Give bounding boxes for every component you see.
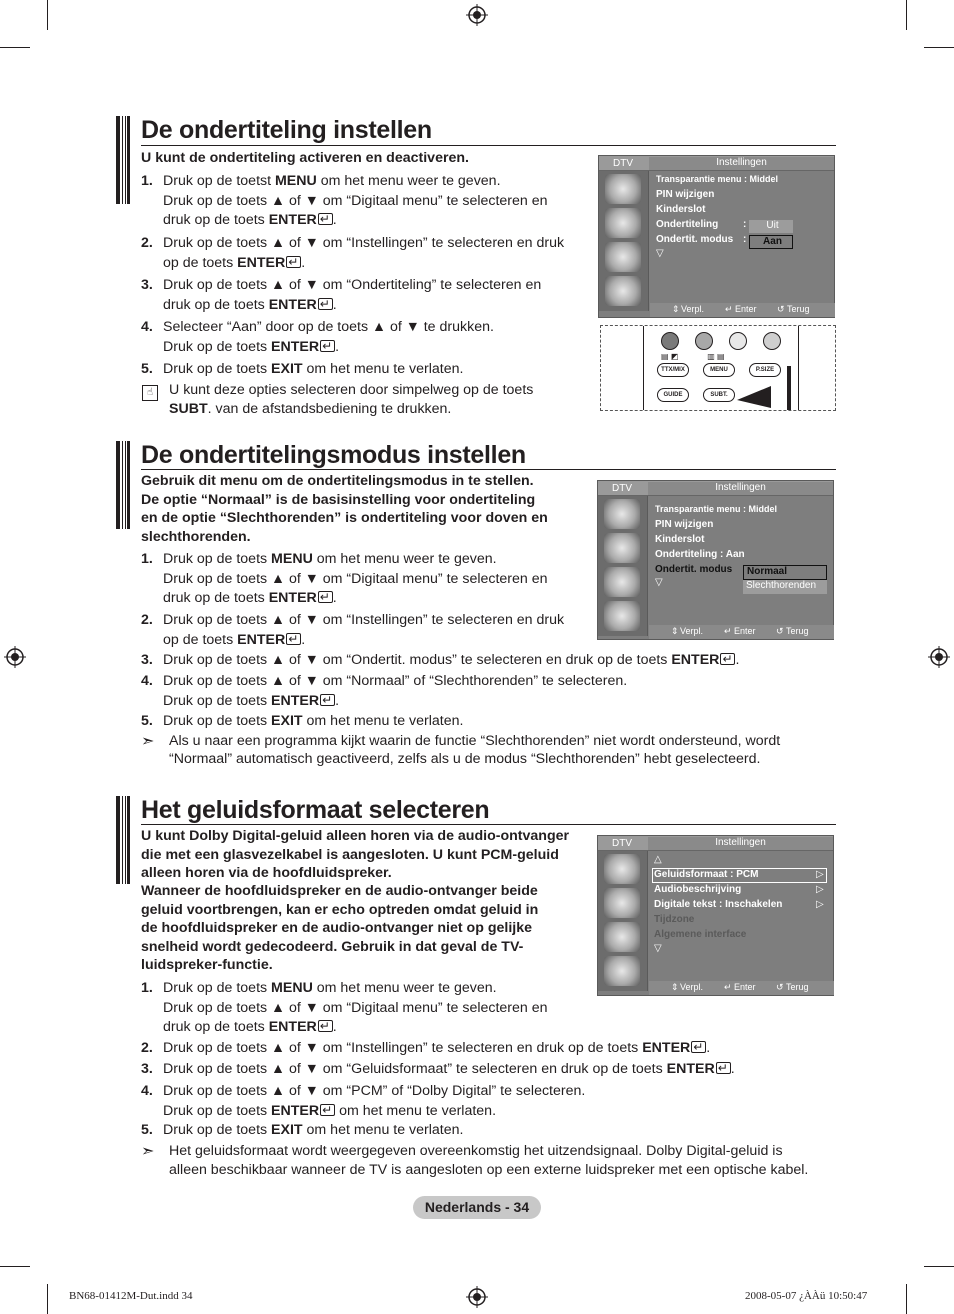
step-text: Druk op de toets EXIT om het menu te verlaten. [163,713,464,729]
osd-row-disabled: Algemene interface [654,929,747,940]
osd-option-selected[interactable]: Normaal [743,565,827,580]
intro-text: snelheid wordt gedecodeerd. Gebruik in dat geval de TV- [141,939,524,955]
note-text: U kunt deze opties selecteren door simpelweg op de toets [169,382,534,398]
step-text: Druk op de toets ▲ of ▼ om “Digitaal menu” te selecteren en [163,999,548,1016]
step-number: 5. [141,1122,153,1138]
osd-row-disabled: Tijdzone [654,914,695,925]
note-icon: ☝ [142,385,158,401]
step-text: druk op de toets ENTER↵ . [163,296,337,316]
return-icon: ↺ [776,982,784,992]
step-text: Druk op de toets ▲ of ▼ om “Instellingen” te selecteren en druk op de toets ENTER↵ . [163,1039,710,1059]
return-icon: ↺ [777,304,785,314]
title-rule [141,824,836,825]
step-text: Druk op de toets ENTER↵ om het menu te verlaten. [163,1102,496,1122]
crop-mark [0,47,30,48]
enter-icon: ↵ [724,982,732,992]
picture-icon [604,888,640,918]
step-text: Druk op de toets ▲ of ▼ om “Geluidsformaat” te selecteren en druk op de toets ENTER↵ . [163,1060,735,1080]
title-bar [116,796,130,884]
enter-icon [716,1062,731,1074]
osd-option[interactable]: Uit [749,220,793,233]
step-text: Druk op de toets MENU om het menu weer te geven. [163,980,497,996]
osd-title: Instellingen [648,482,833,495]
title-bar [116,116,130,204]
step-text: Druk op de toets ENTER↵ . [163,338,339,358]
input-icon [604,956,640,986]
step-text: druk op de toets ENTER↵ . [163,1018,337,1038]
step-text: Selecteer “Aan” door op de toets ▲ of ▼ te drukken. [163,319,494,335]
step-number: 4. [141,673,153,689]
foot-enter: Enter [734,982,756,992]
subt-button[interactable]: SUBT. [703,388,735,402]
crop-mark [0,1266,30,1267]
osd-option[interactable]: Slechthorenden [743,580,827,594]
osd-header [598,481,833,496]
section-title: De ondertiteling instellen [141,116,432,144]
intro-text: luidspreker-functie. [141,957,273,973]
osd-row[interactable]: Geluidsformaat : PCM [654,869,759,880]
footer-file: BN68-01412M-Dut.indd 34 [69,1290,193,1302]
remote-edge [787,366,791,410]
down-arrow-icon: ▽ [654,943,662,954]
note-text: alleen beschikbaar wanneer de TV is aangesloten op een externe luidspreker met een optische kabel. [169,1162,809,1178]
osd-header [599,156,834,171]
step-number: 3. [141,1061,153,1077]
antenna-icon [605,174,641,204]
osd-colon: : [743,219,747,230]
osd-dtv-label: DTV [613,158,633,169]
chevron-right-icon: ▷ [816,899,824,910]
setup-icon [604,922,640,952]
remote-icons: ▤ ◩ ▥ ▤ [661,352,725,361]
foot-return: Terug [786,982,809,992]
osd-menu [597,480,834,640]
crop-mark [924,47,954,48]
title-rule [141,145,836,146]
foot-return: Terug [787,304,810,314]
enter-icon: ↵ [725,304,733,314]
step-text: op de toets ENTER↵ . [163,631,305,651]
step-number: 4. [141,319,153,335]
intro-text: U kunt de ondertiteling activeren en deactiveren. [141,150,469,166]
enter-icon [320,1104,335,1116]
step-text: Druk op de toets ▲ of ▼ om “Instellingen” te selecteren en druk [163,235,565,251]
step-text: druk op de toets ENTER↵ . [163,589,337,609]
footer-timestamp: 2008-05-07 ¿ÀÀü 10:50:47 [745,1290,868,1302]
chevron-right-icon: ▷ [816,884,824,895]
note-text: “Normaal” automatisch geactiveerd, zelfs als u de modus “Slechthorenden” hebt geselecteerd. [169,751,761,767]
note-arrow-icon: ➣ [141,1143,155,1160]
move-icon: ⇕ [671,626,679,636]
step-text: Druk op de toets EXIT om het menu te verlaten. [163,1122,464,1138]
enter-icon: ↵ [724,626,732,636]
osd-footer [649,625,834,639]
step-text: Druk op de toets ▲ of ▼ om “PCM” of “Dolby Digital” te selecteren. [163,1083,586,1099]
title-bar [116,441,130,529]
green-button[interactable] [695,332,713,350]
intro-text: alleen horen via de hoofdluidspreker. [141,865,392,881]
step-number: 2. [141,612,153,628]
step-number: 1. [141,551,153,567]
osd-row[interactable]: Ondertit. modus [655,564,733,575]
intro-text: slechthorenden. [141,529,251,545]
enter-icon [720,653,735,665]
registration-mark-icon [466,1286,488,1308]
osd-menu [598,155,835,318]
enter-icon [320,694,335,706]
osd-row[interactable]: Ondertiteling [656,219,719,230]
intro-text: geluid voortbrengen, kan er echo optreden omdat geluid in [141,902,539,918]
enter-icon [691,1041,706,1053]
foot-return: Terug [786,626,809,636]
step-text: Druk op de toets ▲ of ▼ om “Ondertit. modus” te selecteren en druk op de toets ENTER↵ . [163,651,739,671]
osd-sidebar [598,496,648,636]
osd-sidebar [598,851,648,991]
enter-icon [318,298,333,310]
osd-menu [597,835,834,996]
step-number: 3. [141,277,153,293]
step-number: 2. [141,1040,153,1056]
step-text: Druk op de toets ▲ of ▼ om “Normaal” of “Slechthorenden” te selecteren. [163,673,628,689]
osd-title: Instellingen [648,837,833,850]
picture-icon [605,208,641,238]
step-text: Druk op de toets ENTER↵ . [163,692,339,712]
enter-icon [286,256,301,268]
page-number: Nederlands - 34 [413,1196,541,1219]
osd-title: Instellingen [649,157,834,170]
osd-dtv-label: DTV [612,838,632,849]
input-icon [604,601,640,631]
crop-mark [47,1284,48,1314]
move-icon: ⇕ [672,304,680,314]
registration-mark-icon [928,646,950,668]
up-arrow-icon: △ [654,854,662,865]
red-button[interactable] [661,332,679,350]
step-number: 2. [141,235,153,251]
foot-enter: Enter [735,304,757,314]
osd-row[interactable]: Kinderslot [656,204,706,215]
osd-row[interactable]: PIN wijzigen [656,189,715,200]
crop-mark [47,0,48,30]
enter-icon [286,633,301,645]
intro-text: Wanneer de hoofdluidspreker en de audio-ontvanger beide [141,883,538,899]
crop-mark [906,1284,907,1314]
move-icon: ⇕ [671,982,679,992]
step-number: 1. [141,173,153,189]
step-text: Druk op de toets MENU om het menu weer te geven. [163,551,497,567]
registration-mark-icon [466,4,488,26]
osd-row[interactable]: Digitale tekst : Inschakelen [654,899,783,910]
step-text: Druk op de toets EXIT om het menu te verlaten. [163,361,464,377]
osd-row[interactable]: Transparantie menu : Middel [655,504,778,514]
foot-enter: Enter [734,626,756,636]
step-text: Druk op de toets ▲ of ▼ om “Instellingen” te selecteren en druk [163,612,565,628]
osd-sidebar [599,171,649,311]
step-number: 3. [141,652,153,668]
step-number: 5. [141,713,153,729]
step-text: druk op de toets ENTER↵ . [163,211,337,231]
note-text: SUBT. van de afstandsbediening te drukken. [169,401,452,417]
setup-icon [605,242,641,272]
osd-row[interactable]: PIN wijzigen [655,519,714,530]
yellow-button[interactable] [729,332,747,350]
title-rule [141,469,836,470]
note-text: Het geluidsformaat wordt weergegeven overeenkomstig het uitzendsignaal. Dolby Digital-geluid is [169,1143,783,1159]
intro-text: de hoofdluidspreker en de audio-ontvanger niet op gelijke [141,920,532,936]
osd-row[interactable]: Ondertit. modus [656,234,734,245]
note-text: Als u naar een programma kijkt waarin de functie “Slechthorenden” niet wordt ondersteund, wordt [169,733,781,749]
crop-mark [924,1266,954,1267]
intro-text: die met een glasvezelkabel is aangesloten. U kunt PCM-geluid [141,847,559,863]
intro-text: U kunt Dolby Digital-geluid alleen horen via de audio-ontvanger [141,828,570,844]
foot-move: Verpl. [681,304,705,314]
chevron-right-icon: ▷ [816,869,824,880]
crop-mark [906,0,907,30]
osd-row[interactable]: Audiobeschrijving [654,884,742,895]
picture-icon [604,533,640,563]
step-number: 5. [141,361,153,377]
psize-button[interactable]: P.SIZE [749,363,781,377]
osd-dtv-label: DTV [612,483,632,494]
down-arrow-icon: ▽ [656,248,664,259]
osd-footer [650,303,835,317]
step-text: Druk op de toets ▲ of ▼ om “Digitaal menu” te selecteren en [163,570,548,587]
section-title: Het geluidsformaat selecteren [141,796,490,824]
setup-icon [604,567,640,597]
osd-colon: : [743,234,747,245]
osd-row[interactable]: Ondertiteling : Aan [655,549,745,560]
step-text: Druk op de toets ▲ of ▼ om “Ondertiteling” te selecteren en [163,277,542,293]
enter-icon [318,213,333,225]
down-arrow-icon: ▽ [655,577,663,588]
enter-icon [318,1020,333,1032]
note-arrow-icon: ➣ [141,733,155,750]
menu-button[interactable]: MENU [703,363,735,377]
osd-header [598,836,833,851]
osd-row[interactable]: Transparantie menu : Middel [656,174,779,184]
pointer-arrow-icon [737,382,777,408]
foot-move: Verpl. [680,626,704,636]
osd-row[interactable]: Kinderslot [655,534,705,545]
section-title: De ondertitelingsmodus instellen [141,441,526,469]
registration-mark-icon [4,646,26,668]
remote-illustration [600,325,836,411]
osd-footer [649,981,834,995]
enter-icon [318,591,333,603]
intro-text: De optie “Normaal” is de basisinstelling voor ondertiteling [141,492,536,508]
return-icon: ↺ [776,626,784,636]
osd-option-selected[interactable]: Aan [749,235,793,249]
foot-move: Verpl. [680,982,704,992]
step-text: Druk op de toets ▲ of ▼ om “Digitaal menu” te selecteren en [163,192,548,209]
blue-button[interactable] [763,332,781,350]
antenna-icon [604,854,640,884]
antenna-icon [604,499,640,529]
input-icon [605,276,641,306]
intro-text: Gebruik dit menu om de ondertitelingsmodus in te stellen. [141,473,534,489]
guide-button[interactable]: GUIDE [657,388,689,402]
step-text: Druk op de toetst MENU om het menu weer te geven. [163,173,501,189]
ttx-mix-button[interactable]: TTX/MIX [657,363,689,377]
enter-icon [320,340,335,352]
step-number: 1. [141,980,153,996]
step-number: 4. [141,1083,153,1099]
step-text: op de toets ENTER↵ . [163,254,305,274]
intro-text: en de optie “Slechthorenden” is ondertiteling voor doven en [141,510,548,526]
